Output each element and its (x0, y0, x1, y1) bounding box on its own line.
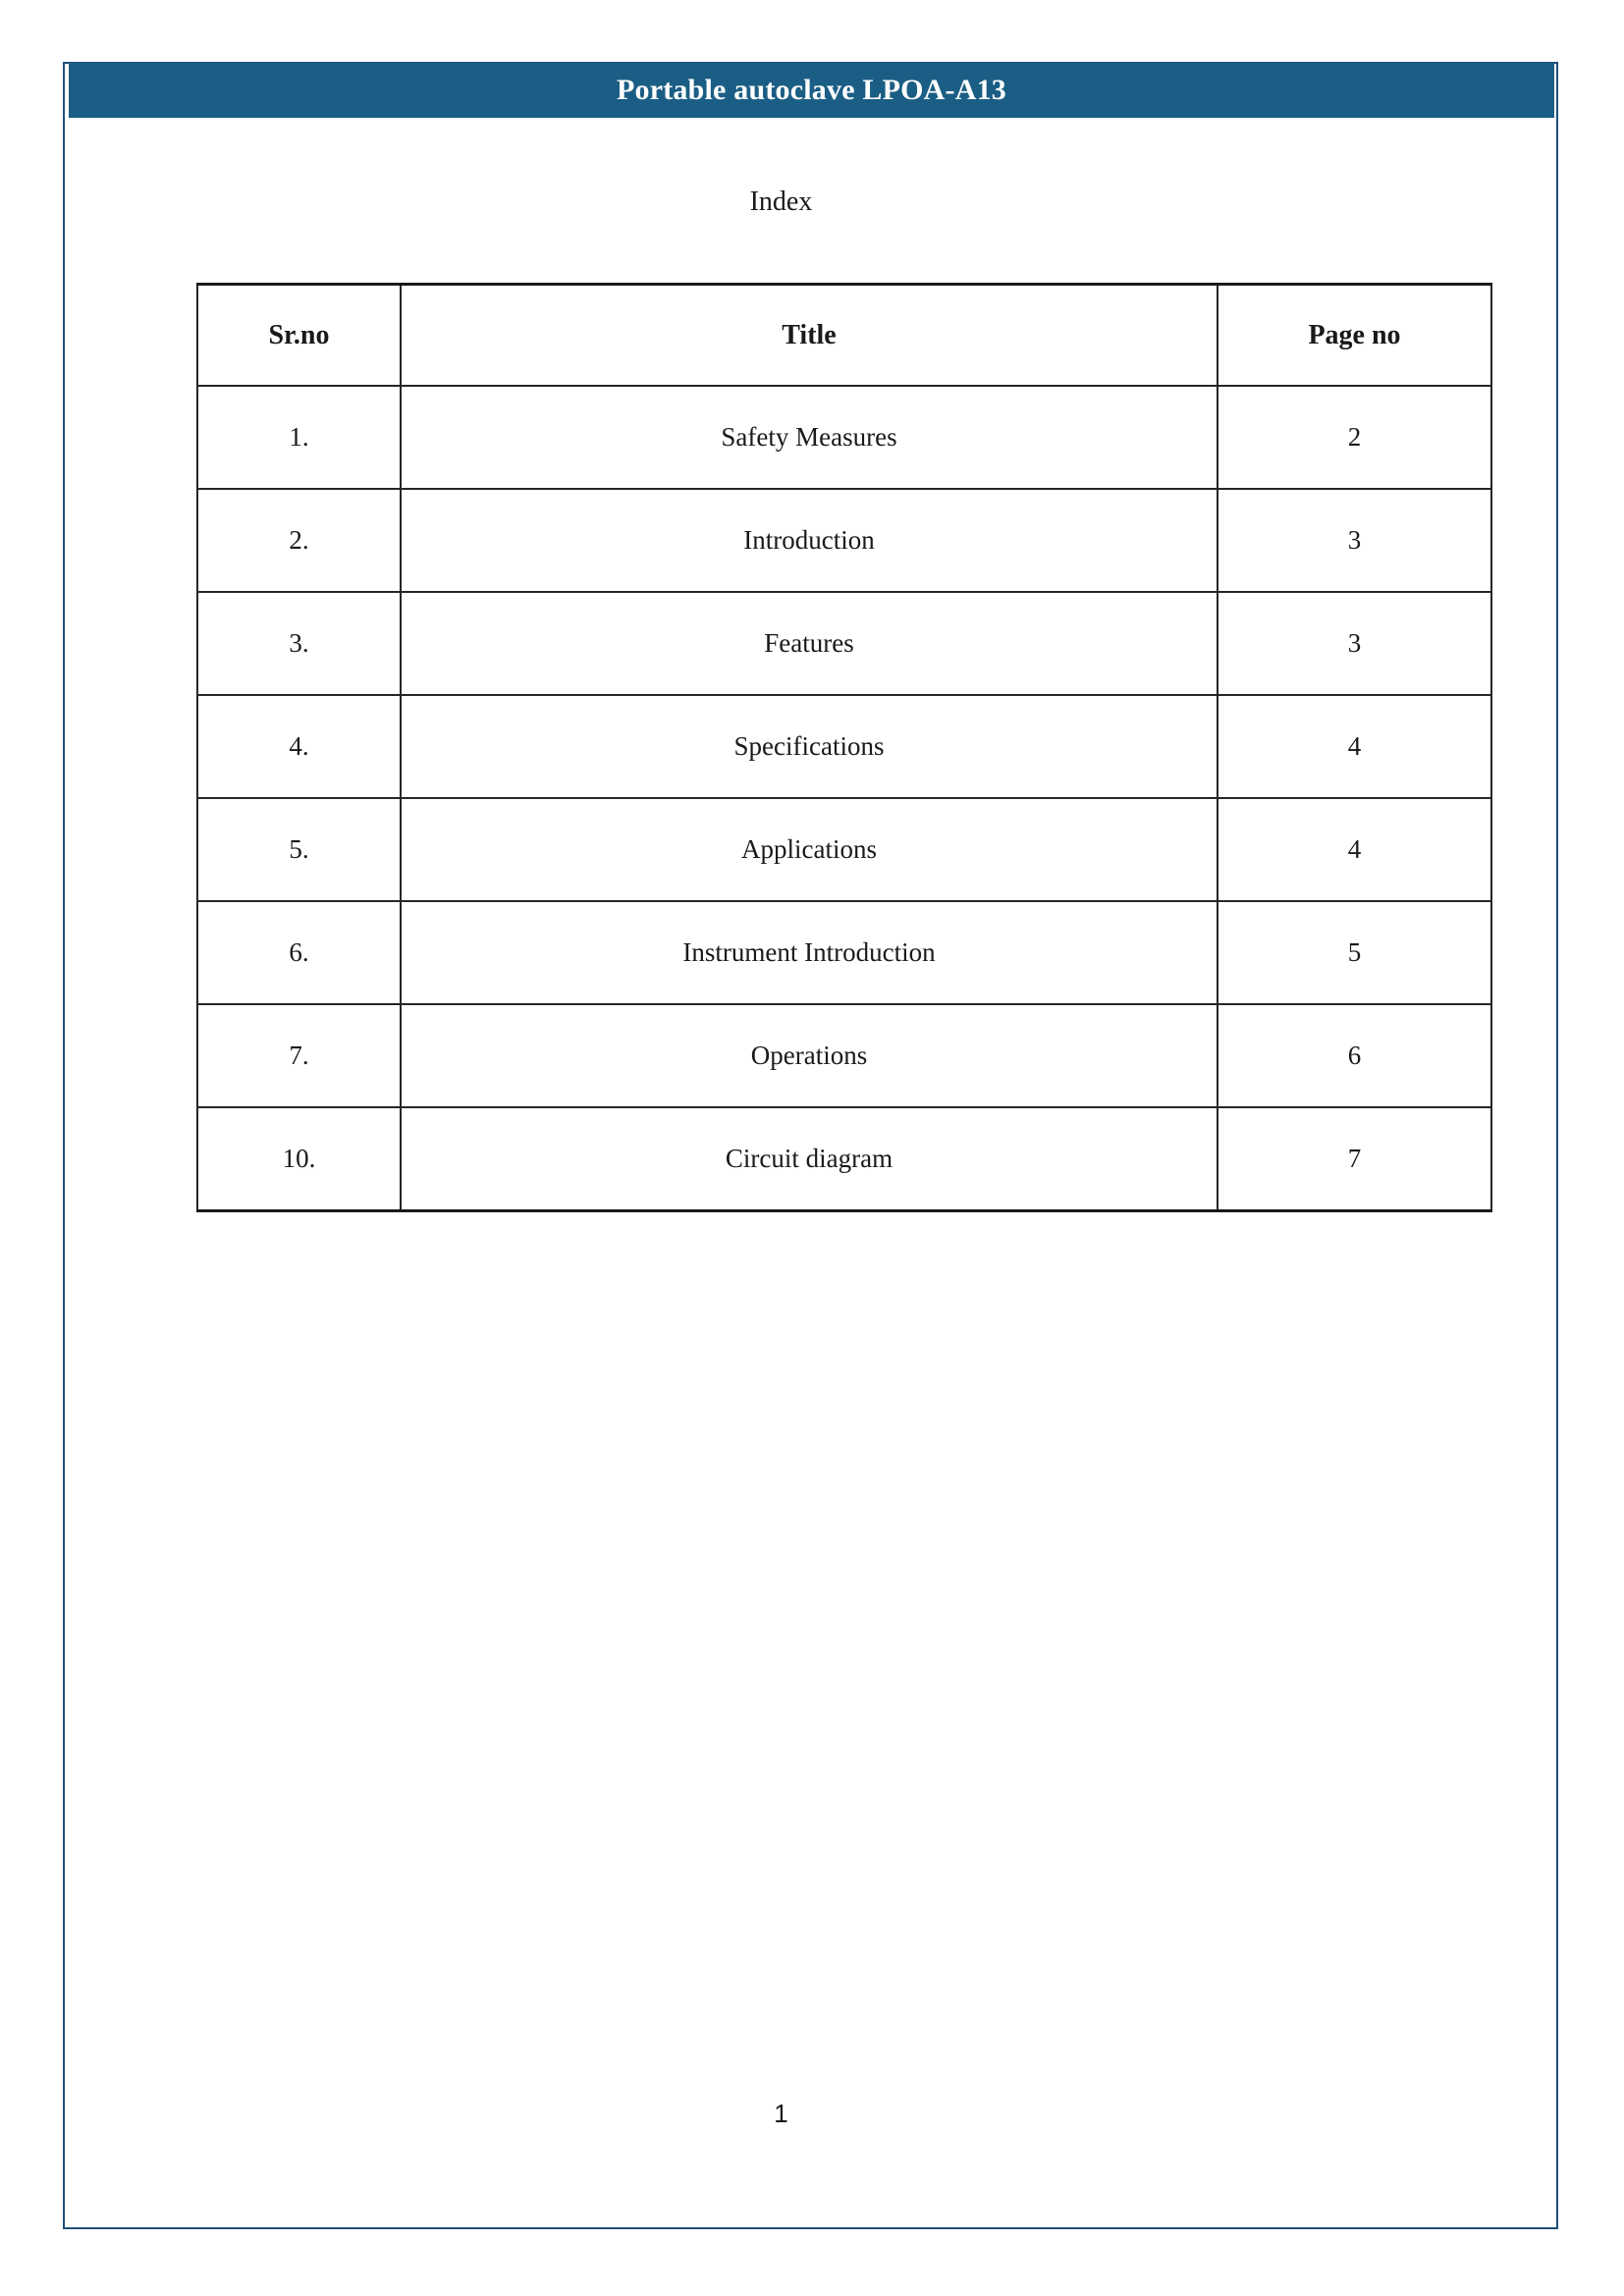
index-table-body (197, 386, 1491, 1211)
cell-sr-no: 10. (197, 1107, 401, 1211)
document-title: Portable autoclave LPOA-A13 (617, 74, 1006, 106)
cell-title: Circuit diagram (401, 1107, 1218, 1211)
document-header-banner (69, 63, 1554, 118)
cell-title: Features (401, 592, 1218, 695)
table-row (197, 798, 1491, 901)
cell-sr-no: 7. (197, 1004, 401, 1107)
table-header-row (197, 285, 1491, 387)
table-row (197, 1004, 1491, 1107)
cell-page-no: 5 (1218, 901, 1491, 1004)
cell-title: Introduction (401, 489, 1218, 592)
table-row (197, 901, 1491, 1004)
cell-page-no: 4 (1218, 695, 1491, 798)
index-table (196, 283, 1492, 1212)
cell-title: Safety Measures (401, 386, 1218, 489)
table-row (197, 592, 1491, 695)
page-footer (65, 2101, 1556, 2127)
footer-page-number: 1 (774, 2099, 788, 2128)
cell-title: Specifications (401, 695, 1218, 798)
column-header-page-no: Page no (1218, 285, 1491, 387)
column-header-title: Title (401, 285, 1218, 387)
page-content (65, 118, 1556, 1212)
cell-page-no: 3 (1218, 592, 1491, 695)
cell-title: Operations (401, 1004, 1218, 1107)
cell-sr-no: 2. (197, 489, 401, 592)
table-row (197, 489, 1491, 592)
cell-sr-no: 4. (197, 695, 401, 798)
cell-page-no: 4 (1218, 798, 1491, 901)
cell-sr-no: 6. (197, 901, 401, 1004)
index-table-container (65, 283, 1556, 1212)
cell-page-no: 3 (1218, 489, 1491, 592)
cell-page-no: 7 (1218, 1107, 1491, 1211)
cell-sr-no: 1. (197, 386, 401, 489)
column-header-sr-no: Sr.no (197, 285, 401, 387)
index-heading: Index (749, 187, 813, 217)
index-table-header (197, 285, 1491, 387)
table-row (197, 695, 1491, 798)
cell-title: Applications (401, 798, 1218, 901)
cell-page-no: 2 (1218, 386, 1491, 489)
table-row (197, 386, 1491, 489)
cell-sr-no: 3. (197, 592, 401, 695)
cell-page-no: 6 (1218, 1004, 1491, 1107)
cell-title: Instrument Introduction (401, 901, 1218, 1004)
table-row (197, 1107, 1491, 1211)
cell-sr-no: 5. (197, 798, 401, 901)
